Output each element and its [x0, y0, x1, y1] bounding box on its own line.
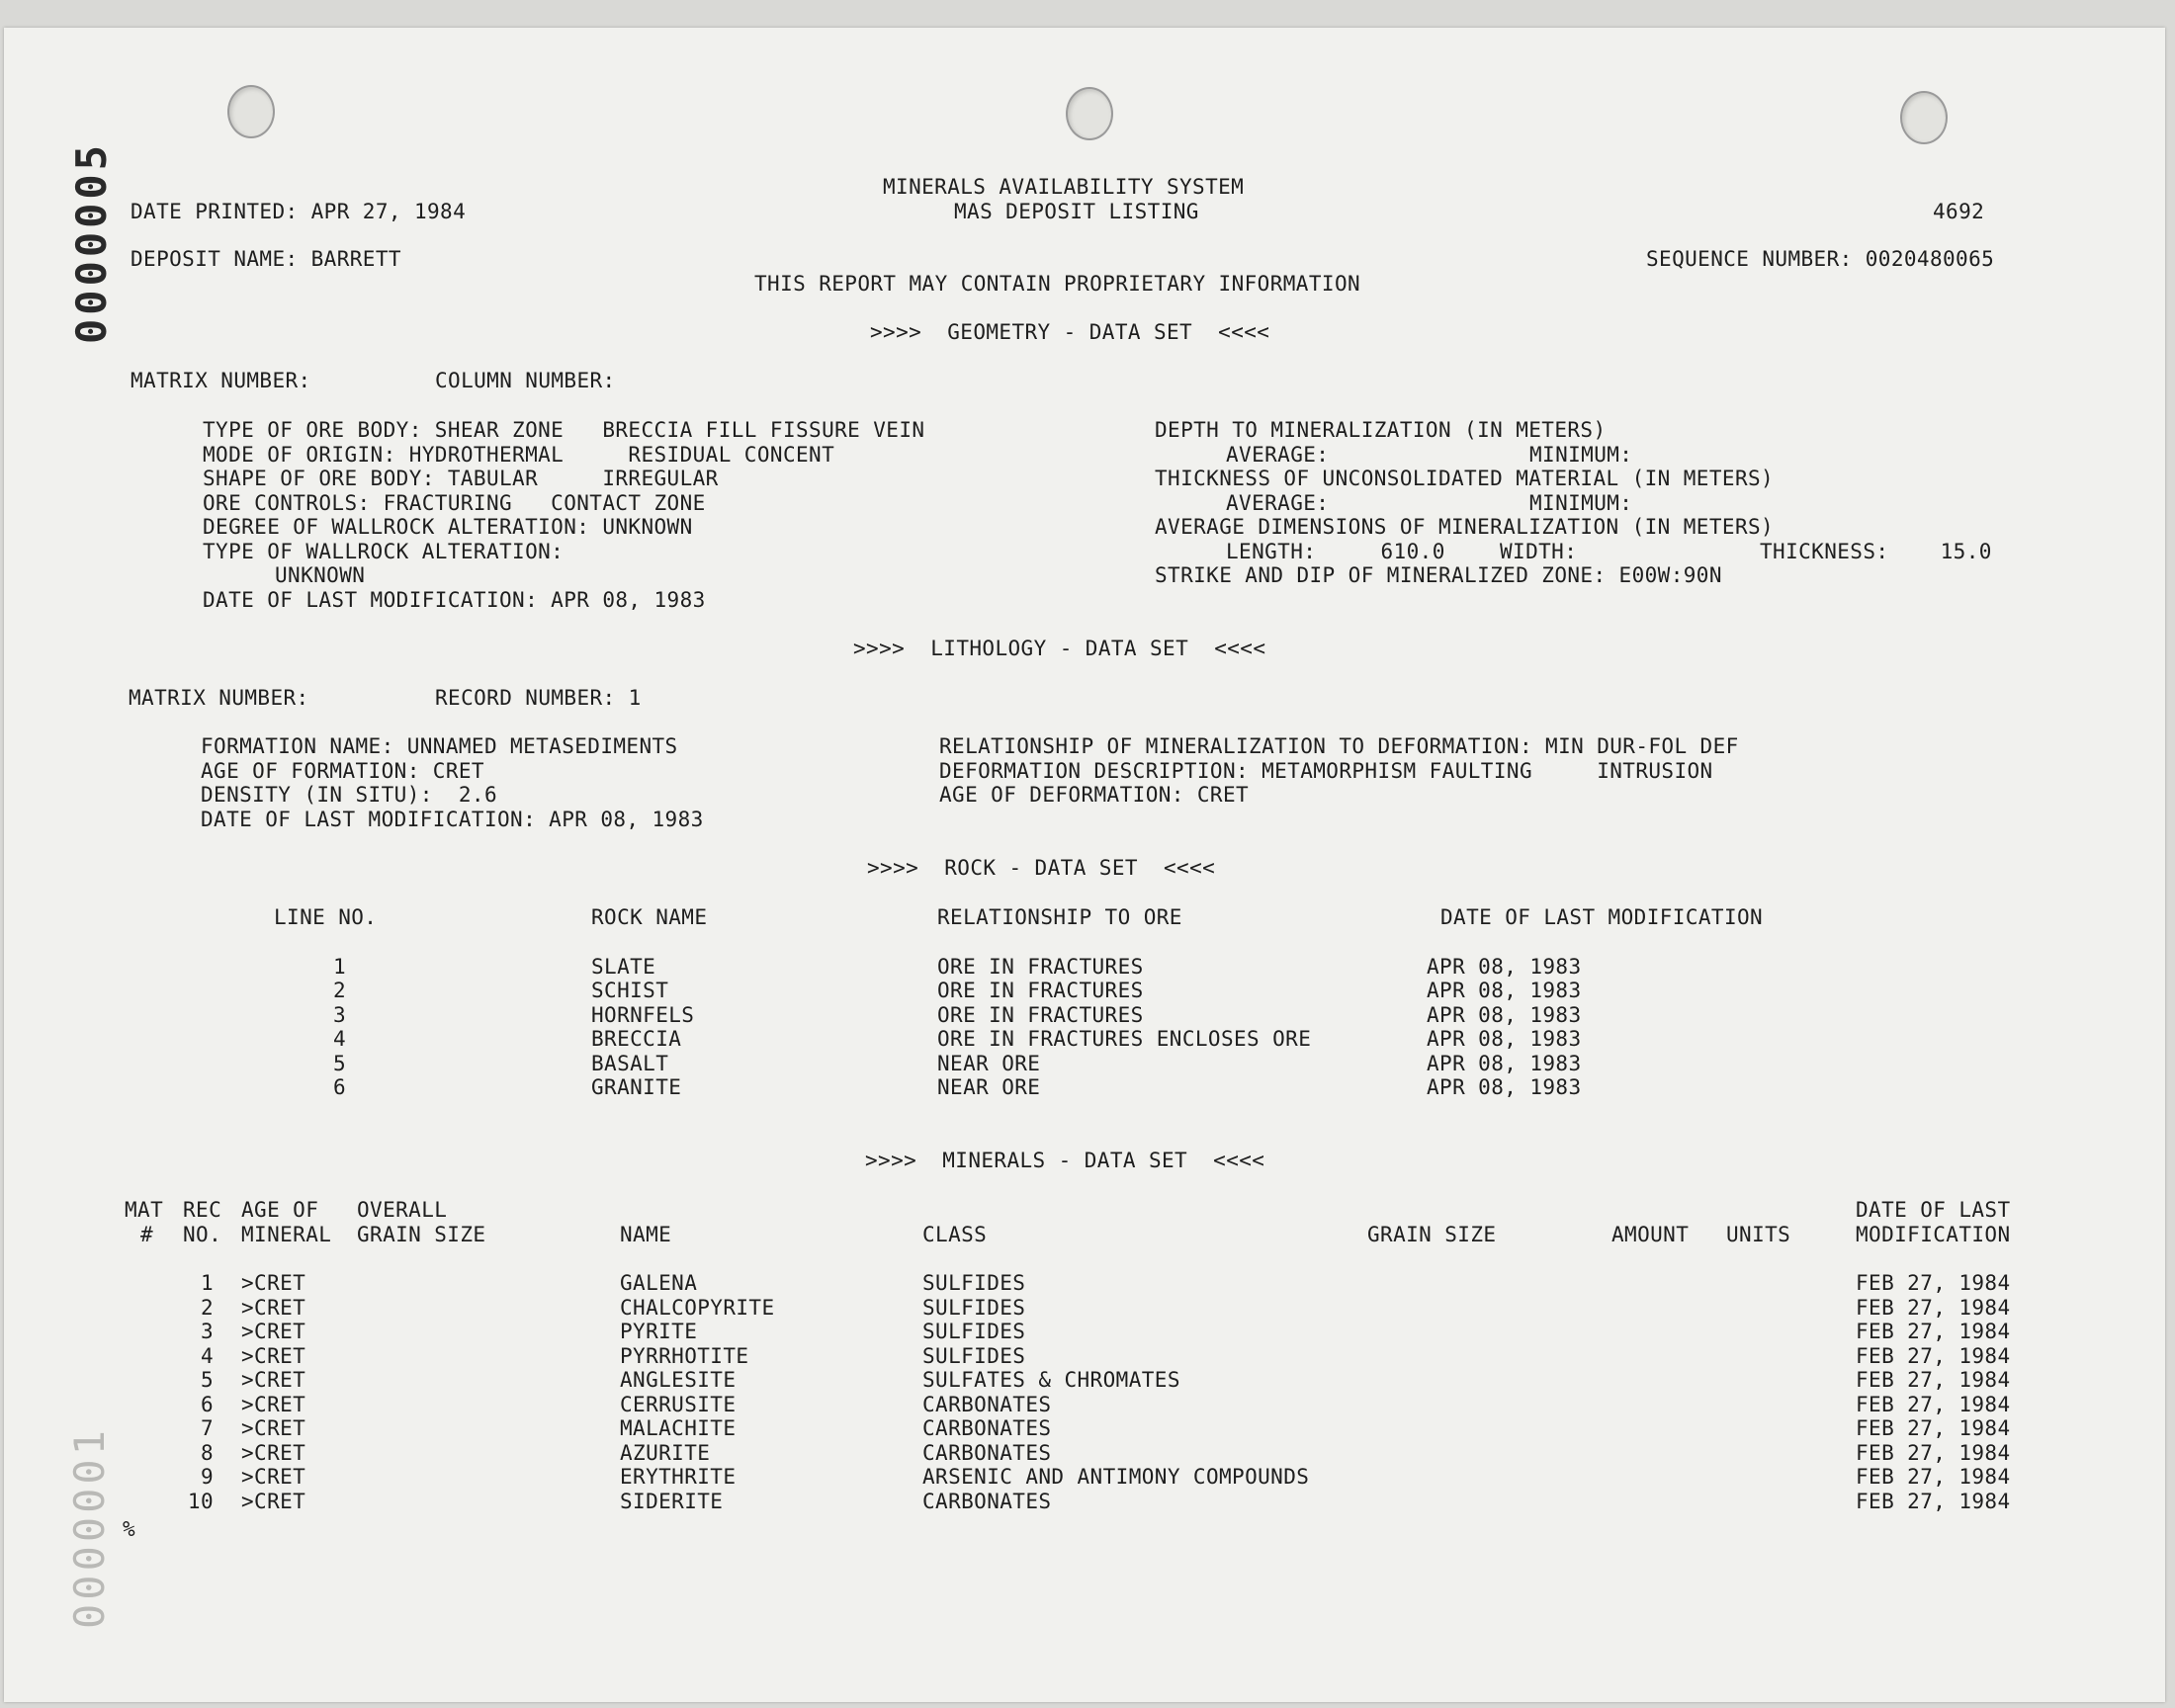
mineral-class: ARSENIC AND ANTIMONY COMPOUNDS	[922, 1465, 1310, 1489]
density-in-situ: DENSITY (IN SITU): 2.6	[201, 783, 497, 807]
mineral-date: FEB 27, 1984	[1856, 1393, 2011, 1416]
wallrock-alteration-type: TYPE OF WALLROCK ALTERATION:	[203, 540, 565, 563]
mineralization-deformation-relationship: RELATIONSHIP OF MINERALIZATION TO DEFORMATION: MIN DUR-FOL DEF	[939, 734, 1739, 758]
rock-line-no: 2	[332, 979, 346, 1002]
rock-date: APR 08, 1983	[1427, 955, 1582, 979]
mineral-class: SULFATES & CHROMATES	[922, 1368, 1180, 1392]
mineral-name: GALENA	[620, 1271, 698, 1295]
mineral-rec-no: 8	[200, 1441, 214, 1465]
mineral-date: FEB 27, 1984	[1856, 1416, 2011, 1440]
mineral-age: >CRET	[241, 1271, 306, 1295]
rock-name: GRANITE	[591, 1075, 682, 1099]
rock-name: BRECCIA	[591, 1027, 682, 1051]
shape-of-ore-body: SHAPE OF ORE BODY: TABULAR IRREGULAR	[203, 467, 719, 490]
mineral-class: CARBONATES	[922, 1393, 1052, 1416]
mineral-age: >CRET	[241, 1344, 306, 1368]
mineral-rec-no: 2	[200, 1296, 214, 1320]
punch-hole-right	[1900, 91, 1948, 144]
rock-header-rock-name: ROCK NAME	[591, 905, 708, 929]
minerals-header-mat: MAT	[125, 1198, 164, 1222]
rock-relationship: ORE IN FRACTURES	[937, 1003, 1144, 1027]
mineral-rec-no: 1	[200, 1271, 214, 1295]
mineral-date: FEB 27, 1984	[1856, 1441, 2011, 1465]
geometry-column-number: COLUMN NUMBER:	[435, 369, 616, 392]
rock-date: APR 08, 1983	[1427, 1003, 1582, 1027]
mineral-name: CHALCOPYRITE	[620, 1296, 775, 1320]
mineral-name: PYRRHOTITE	[620, 1344, 749, 1368]
dimension-thickness: THICKNESS: 15.0	[1760, 540, 1992, 563]
mineral-class: SULFIDES	[922, 1320, 1026, 1343]
mineral-age: >CRET	[241, 1441, 306, 1465]
minerals-header-name: NAME	[620, 1223, 672, 1246]
rock-header-date: DATE OF LAST MODIFICATION	[1440, 905, 1764, 929]
dimension-width: WIDTH:	[1500, 540, 1578, 563]
rock-relationship: ORE IN FRACTURES	[937, 979, 1144, 1002]
mineral-rec-no: 6	[200, 1393, 214, 1416]
proprietary-notice: THIS REPORT MAY CONTAIN PROPRIETARY INFORMATION	[754, 272, 1361, 296]
mineral-name: ERYTHRITE	[620, 1465, 737, 1489]
mineral-age: >CRET	[241, 1368, 306, 1392]
minerals-header-overall-grain-size: GRAIN SIZE	[357, 1223, 486, 1246]
lithology-matrix-number: MATRIX NUMBER:	[129, 686, 309, 710]
mineral-name: SIDERITE	[620, 1490, 724, 1513]
mineral-class: CARBONATES	[922, 1416, 1052, 1440]
mineral-rec-no: 5	[200, 1368, 214, 1392]
depth-heading: DEPTH TO MINERALIZATION (IN METERS)	[1155, 418, 1607, 442]
rock-date: APR 08, 1983	[1427, 1075, 1582, 1099]
minerals-section-title: >>>> MINERALS - DATA SET <<<<	[865, 1149, 1265, 1172]
mineral-class: CARBONATES	[922, 1441, 1052, 1465]
minerals-header-rec: REC	[183, 1198, 222, 1222]
minerals-header-modification: MODIFICATION	[1856, 1223, 2011, 1246]
rock-name: SCHIST	[591, 979, 669, 1002]
thickness-minimum: MINIMUM:	[1529, 491, 1633, 515]
wallrock-alteration-degree: DEGREE OF WALLROCK ALTERATION: UNKNOWN	[203, 515, 693, 539]
minerals-header-no: NO.	[183, 1223, 222, 1246]
mineral-date: FEB 27, 1984	[1856, 1465, 2011, 1489]
mineral-class: CARBONATES	[922, 1490, 1052, 1513]
rock-line-no: 3	[332, 1003, 346, 1027]
mineral-class: SULFIDES	[922, 1344, 1026, 1368]
minerals-header-age-of: AGE OF	[241, 1198, 319, 1222]
rock-line-no: 4	[332, 1027, 346, 1051]
rock-line-no: 5	[332, 1052, 346, 1075]
rock-relationship: NEAR ORE	[937, 1075, 1041, 1099]
depth-minimum: MINIMUM:	[1529, 443, 1633, 467]
mineral-age: >CRET	[241, 1490, 306, 1513]
rock-section-title: >>>> ROCK - DATA SET <<<<	[867, 856, 1216, 880]
minerals-header-mineral: MINERAL	[241, 1223, 332, 1246]
minerals-header-overall: OVERALL	[357, 1198, 448, 1222]
mineral-name: ANGLESITE	[620, 1368, 737, 1392]
lithology-record-number: RECORD NUMBER: 1	[435, 686, 642, 710]
formation-name: FORMATION NAME: UNNAMED METASEDIMENTS	[201, 734, 678, 758]
mineral-rec-no: 9	[200, 1465, 214, 1489]
rock-date: APR 08, 1983	[1427, 1027, 1582, 1051]
mineral-class: SULFIDES	[922, 1296, 1026, 1320]
rock-header-relationship: RELATIONSHIP TO ORE	[937, 905, 1182, 929]
geometry-section-title: >>>> GEOMETRY - DATA SET <<<<	[870, 320, 1270, 344]
minerals-header-hash: #	[140, 1223, 154, 1246]
punch-hole-center	[1066, 87, 1113, 140]
thickness-heading: THICKNESS OF UNCONSOLIDATED MATERIAL (IN METERS)	[1155, 467, 1775, 490]
age-of-formation: AGE OF FORMATION: CRET	[201, 759, 484, 783]
mineral-age: >CRET	[241, 1465, 306, 1489]
rock-relationship: ORE IN FRACTURES ENCLOSES ORE	[937, 1027, 1312, 1051]
minerals-header-amount: AMOUNT	[1611, 1223, 1690, 1246]
mineral-age: >CRET	[241, 1416, 306, 1440]
mineral-age: >CRET	[241, 1296, 306, 1320]
mineral-class: SULFIDES	[922, 1271, 1026, 1295]
rock-line-no: 1	[332, 955, 346, 979]
document-number-stamp: 0000005	[67, 140, 116, 344]
mineral-rec-no: 4	[200, 1344, 214, 1368]
ore-body-type: TYPE OF ORE BODY: SHEAR ZONE BRECCIA FILL FISSURE VEIN	[203, 418, 925, 442]
mineral-date: FEB 27, 1984	[1856, 1344, 2011, 1368]
mineral-date: FEB 27, 1984	[1856, 1271, 2011, 1295]
thickness-average: AVERAGE:	[1226, 491, 1330, 515]
mineral-age: >CRET	[241, 1320, 306, 1343]
minerals-header-grain-size: GRAIN SIZE	[1367, 1223, 1497, 1246]
strike-dip: STRIKE AND DIP OF MINERALIZED ZONE: E00W:90N	[1155, 563, 1722, 587]
page-number: 4692	[1933, 200, 1985, 223]
dimension-length: LENGTH: 610.0	[1226, 540, 1445, 563]
mineral-rec-no: 10	[187, 1490, 214, 1513]
rock-date: APR 08, 1983	[1427, 1052, 1582, 1075]
mineral-date: FEB 27, 1984	[1856, 1296, 2011, 1320]
rock-header-line-no: LINE NO.	[274, 905, 378, 929]
sequence-number: SEQUENCE NUMBER: 0020480065	[1646, 247, 1995, 271]
date-printed: DATE PRINTED: APR 27, 1984	[130, 200, 467, 223]
punch-hole-left	[227, 85, 275, 138]
lithology-section-title: >>>> LITHOLOGY - DATA SET <<<<	[853, 637, 1266, 660]
faint-number-stamp: 0000001	[65, 1425, 114, 1629]
rock-relationship: NEAR ORE	[937, 1052, 1041, 1075]
geometry-matrix-number: MATRIX NUMBER:	[130, 369, 311, 392]
footer-percent-mark: %	[123, 1517, 136, 1541]
mineral-name: AZURITE	[620, 1441, 711, 1465]
mineral-rec-no: 7	[200, 1416, 214, 1440]
mineral-name: CERRUSITE	[620, 1393, 737, 1416]
listing-title: MAS DEPOSIT LISTING	[954, 200, 1199, 223]
minerals-header-units: UNITS	[1726, 1223, 1791, 1246]
rock-name: SLATE	[591, 955, 656, 979]
mineral-name: PYRITE	[620, 1320, 698, 1343]
geometry-last-modification: DATE OF LAST MODIFICATION: APR 08, 1983	[203, 588, 706, 612]
mineral-rec-no: 3	[200, 1320, 214, 1343]
rock-date: APR 08, 1983	[1427, 979, 1582, 1002]
deformation-description: DEFORMATION DESCRIPTION: METAMORPHISM FAULTING INTRUSION	[939, 759, 1713, 783]
rock-name: HORNFELS	[591, 1003, 695, 1027]
mineral-date: FEB 27, 1984	[1856, 1368, 2011, 1392]
rock-name: BASALT	[591, 1052, 669, 1075]
depth-average: AVERAGE:	[1226, 443, 1330, 467]
minerals-header-class: CLASS	[922, 1223, 988, 1246]
mineral-date: FEB 27, 1984	[1856, 1490, 2011, 1513]
rock-line-no: 6	[332, 1075, 346, 1099]
mode-of-origin: MODE OF ORIGIN: HYDROTHERMAL RESIDUAL CONCENT	[203, 443, 835, 467]
system-title: MINERALS AVAILABILITY SYSTEM	[883, 175, 1245, 199]
mineral-age: >CRET	[241, 1393, 306, 1416]
wallrock-alteration-value: UNKNOWN	[275, 563, 366, 587]
mineral-date: FEB 27, 1984	[1856, 1320, 2011, 1343]
dimensions-heading: AVERAGE DIMENSIONS OF MINERALIZATION (IN METERS)	[1155, 515, 1775, 539]
minerals-header-date-of-last: DATE OF LAST	[1856, 1198, 2011, 1222]
age-of-deformation: AGE OF DEFORMATION: CRET	[939, 783, 1250, 807]
mineral-name: MALACHITE	[620, 1416, 737, 1440]
lithology-last-modification: DATE OF LAST MODIFICATION: APR 08, 1983	[201, 808, 704, 831]
rock-relationship: ORE IN FRACTURES	[937, 955, 1144, 979]
ore-controls: ORE CONTROLS: FRACTURING CONTACT ZONE	[203, 491, 706, 515]
deposit-name: DEPOSIT NAME: BARRETT	[130, 247, 401, 271]
